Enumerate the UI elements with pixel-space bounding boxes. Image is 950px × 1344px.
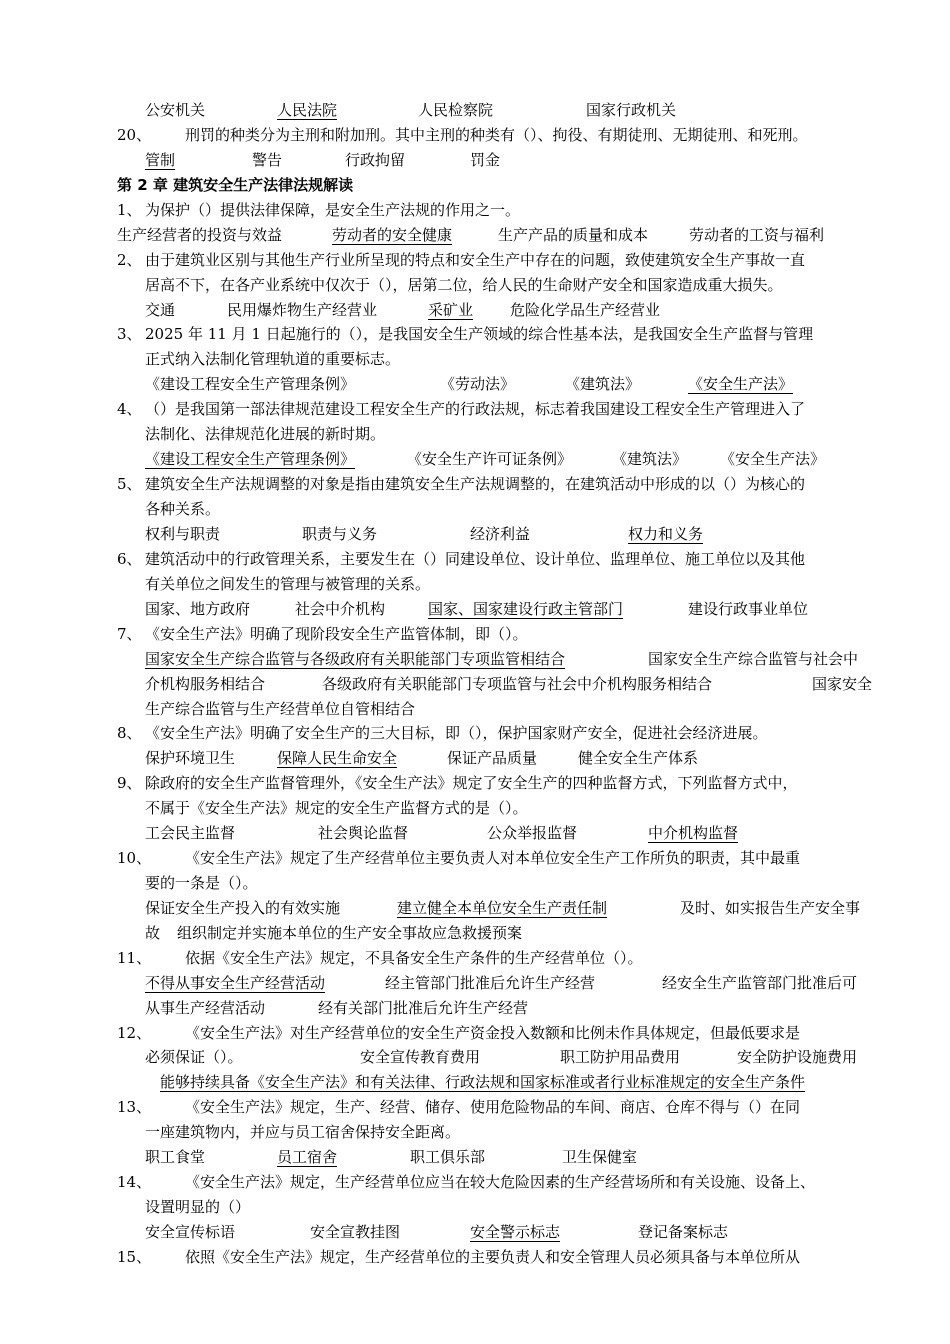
question-text-line-1: 建筑安全生产法规调整的对象是指由建筑安全生产法规调整的，在建筑活动中形成的以（）为核心的 xyxy=(145,475,806,493)
option-a: 工会民主监督 xyxy=(145,824,236,842)
question-text-line-2: 一座建筑物内，并应与员工宿舍保持安全距离。 xyxy=(145,1123,461,1141)
option-a-answer: 国家安全生产综合监管与各级政府有关职能部门专项监管相结合 xyxy=(145,650,566,668)
question-6 xyxy=(0,547,950,571)
option-c-answer: 采矿业 xyxy=(428,301,474,319)
option-c-answer: 安全警示标志 xyxy=(470,1223,561,1241)
question-text-line-2: 居高不下，在各产业系统中仅次于（），居第二位，给人民的生命财产安全和国家造成重大损失。 xyxy=(145,276,783,294)
question-20 xyxy=(0,123,950,147)
question-number: 2、 xyxy=(117,251,142,269)
option-c-answer: 国家、国家建设行政主管部门 xyxy=(428,600,624,618)
option-d-answer-text: 能够持续具备《安全生产法》和有关法律、行政法规和国家标准或者行业标准规定的安全生产条件 xyxy=(160,1073,806,1091)
option-d: 《安全生产法》 xyxy=(720,450,826,468)
question-12-line-2 xyxy=(0,1045,950,1069)
question-5-options xyxy=(0,522,950,546)
question-13 xyxy=(0,1095,950,1119)
question-14-options xyxy=(0,1220,950,1244)
option-a: 保护环境卫生 xyxy=(145,749,236,767)
question-2 xyxy=(0,248,950,272)
question-number: 5、 xyxy=(117,475,142,493)
option-a: 安全宣传标语 xyxy=(145,1223,236,1241)
option-d-continued: 生产综合监管与生产经营单位自管相结合 xyxy=(145,700,416,718)
question-text-line-1: 除政府的安全生产监督管理外，《安全生产法》规定了安全生产的四种监督方式，下列监督方式中， xyxy=(145,774,798,792)
question-10 xyxy=(0,846,950,870)
question-15 xyxy=(0,1245,950,1269)
option-d: 组织制定并实施本单位的生产安全事故应急救援预案 xyxy=(177,924,523,942)
option-c: 经安全生产监管部门批准后可 xyxy=(662,974,858,992)
question-number: 4、 xyxy=(117,400,142,418)
option-c-continued: 从事生产经营活动 xyxy=(145,999,266,1017)
question-number: 13、 xyxy=(117,1098,152,1116)
option-b-answer: 员工宿舍 xyxy=(277,1148,338,1166)
option-b-answer: 建立健全本单位安全生产责任制 xyxy=(397,899,608,917)
question-5 xyxy=(0,472,950,496)
question-number: 11、 xyxy=(117,949,152,967)
option-b: 社会舆论监督 xyxy=(318,824,409,842)
option-a-answer: 不得从事安全生产经营活动 xyxy=(145,974,326,992)
question-20-options xyxy=(0,148,950,172)
option-a: 国家、地方政府 xyxy=(145,600,251,618)
chapter-heading: 第 2 章 建筑安全生产法律法规解读 xyxy=(117,176,354,194)
option-c: 公众举报监督 xyxy=(487,824,578,842)
option-d-answer: 《安全生产法》 xyxy=(688,375,794,393)
question-text-line-2: 要的一条是（）。 xyxy=(145,874,258,892)
question-number: 12、 xyxy=(117,1024,152,1042)
option-a: 交通 xyxy=(145,301,176,319)
question-2-options xyxy=(0,298,950,322)
option-b-answer: 保障人民生命安全 xyxy=(277,749,398,767)
option-a: 公安机关 xyxy=(145,101,206,119)
question-10-options-row-1 xyxy=(0,896,950,920)
option-d-answer: 权力和义务 xyxy=(628,525,704,543)
question-text-line-2: 必须保证（）。 xyxy=(145,1048,243,1066)
question-11-options-row-2 xyxy=(0,996,950,1020)
question-11 xyxy=(0,946,950,970)
question-text: 《安全生产法》明确了现阶段安全生产监管体制，即（）。 xyxy=(145,625,528,643)
option-a-answer: 《建设工程安全生产管理条例》 xyxy=(145,450,356,468)
question-3-options xyxy=(0,372,950,396)
option-c-continued: 故 xyxy=(145,924,161,942)
option-b: 社会中介机构 xyxy=(295,600,386,618)
question-text-line-2: 不属于《安全生产法》规定的安全生产监督方式的是（）。 xyxy=(145,799,528,817)
question-13-options xyxy=(0,1145,950,1169)
question-number: 3、 xyxy=(117,325,142,343)
option-c: 职工俱乐部 xyxy=(410,1148,486,1166)
question-11-options-row-1 xyxy=(0,971,950,995)
question-number: 10、 xyxy=(117,849,152,867)
option-b: 安全宣教挂图 xyxy=(310,1223,401,1241)
question-text-line-1: 《安全生产法》规定了生产经营单位主要负责人对本单位安全生产工作所负的职责，其中最重 xyxy=(185,849,801,867)
option-d-answer xyxy=(160,1070,805,1094)
option-a: 保证安全生产投入的有效实施 xyxy=(145,899,341,917)
option-d: 健全安全生产体系 xyxy=(578,749,699,767)
question-number: 14、 xyxy=(117,1173,152,1191)
question-text: 为保护（）提供法律保障，是安全生产法规的作用之一。 xyxy=(145,201,521,219)
option-d: 劳动者的工资与福利 xyxy=(689,226,825,244)
question-1-options xyxy=(0,223,950,247)
question-text-line-1: 《安全生产法》对生产经营单位的安全生产资金投入数额和比例未作具体规定，但最低要求是 xyxy=(185,1024,801,1042)
question-4-options xyxy=(0,447,950,471)
question-text-line-2: 各种关系。 xyxy=(145,500,221,518)
question-1 xyxy=(0,198,950,222)
question-text: 刑罚的种类分为主刑和附加刑。其中主刑的种类有（）、拘役、有期徒刑、无期徒刑、和死刑。 xyxy=(185,126,808,144)
option-c: 行政拘留 xyxy=(345,151,406,169)
question-text-line-2: 有关单位之间发生的管理与被管理的关系。 xyxy=(145,575,431,593)
question-text-line-2: 法制化、法律规范化进展的新时期。 xyxy=(145,425,386,443)
option-d: 国家安全 xyxy=(812,675,873,693)
question-3 xyxy=(0,322,950,346)
question-7-options-row-1 xyxy=(0,647,950,671)
question-text: 依据《安全生产法》规定，不具备安全生产条件的生产经营单位（）。 xyxy=(185,949,643,967)
option-a: 生产经营者的投资与效益 xyxy=(117,226,283,244)
option-b-continued: 介机构服务相结合 xyxy=(145,675,266,693)
question-text-line-1: 2025 年 11 月 1 日起施行的（），是我国安全生产领域的综合性基本法，是我国安全生产监督与管理 xyxy=(145,325,814,343)
question-text-line-1: 建筑活动中的行政管理关系，主要发生在（）同建设单位、设计单位、监理单位、施工单位以及其他 xyxy=(145,550,806,568)
option-b: 民用爆炸物生产经营业 xyxy=(227,301,378,319)
option-d: 罚金 xyxy=(470,151,501,169)
option-c: 《建筑法》 xyxy=(612,450,688,468)
question-7 xyxy=(0,622,950,646)
option-b: 职责与义务 xyxy=(302,525,378,543)
option-a: 职工食堂 xyxy=(145,1148,206,1166)
option-b: 职工防护用品费用 xyxy=(560,1048,681,1066)
option-c: 《建筑法》 xyxy=(565,375,641,393)
question-12 xyxy=(0,1021,950,1045)
option-d: 登记备案标志 xyxy=(638,1223,729,1241)
question-8-options xyxy=(0,746,950,770)
question-19-options xyxy=(0,98,950,122)
question-9-options xyxy=(0,821,950,845)
option-d: 建设行政事业单位 xyxy=(688,600,809,618)
question-number: 20、 xyxy=(117,126,152,144)
option-c: 人民检察院 xyxy=(418,101,494,119)
option-d: 国家行政机关 xyxy=(586,101,677,119)
option-c: 各级政府有关职能部门专项监管与社会中介机构服务相结合 xyxy=(322,675,713,693)
option-a: 权利与职责 xyxy=(145,525,221,543)
option-a: 《建设工程安全生产管理条例》 xyxy=(145,375,356,393)
question-text-line-1: 《安全生产法》规定，生产经营单位应当在较大危险因素的生产经营场所和有关设施、设备上、 xyxy=(185,1173,816,1191)
question-text-line-2: 设置明显的（） xyxy=(145,1198,251,1216)
question-8 xyxy=(0,721,950,745)
question-number: 1、 xyxy=(117,201,142,219)
question-number: 9、 xyxy=(117,774,142,792)
option-c: 及时、如实报告生产安全事 xyxy=(680,899,861,917)
question-text-line-2: 正式纳入法制化管理轨道的重要标志。 xyxy=(145,350,401,368)
question-text-line-1: 《安全生产法》规定，生产、经营、储存、使用危险物品的车间、商店、仓库不得与（）在同 xyxy=(185,1098,801,1116)
question-number: 7、 xyxy=(117,625,142,643)
option-c: 生产产品的质量和成本 xyxy=(498,226,649,244)
question-10-options-row-2 xyxy=(0,921,950,945)
option-b-answer: 人民法院 xyxy=(277,101,338,119)
option-d: 经有关部门批准后允许生产经营 xyxy=(318,999,529,1017)
option-b: 《劳动法》 xyxy=(440,375,516,393)
option-a: 安全宣传教育费用 xyxy=(360,1048,481,1066)
question-4 xyxy=(0,397,950,421)
option-c: 保证产品质量 xyxy=(447,749,538,767)
option-b: 《安全生产许可证条例》 xyxy=(407,450,573,468)
option-c: 经济利益 xyxy=(470,525,531,543)
question-14 xyxy=(0,1170,950,1194)
option-a-answer: 管制 xyxy=(145,151,176,169)
option-d: 卫生保健室 xyxy=(562,1148,638,1166)
question-7-options-row-2 xyxy=(0,672,950,696)
option-b: 警告 xyxy=(252,151,283,169)
option-b-answer: 劳动者的安全健康 xyxy=(332,226,453,244)
question-number: 6、 xyxy=(117,550,142,568)
question-number: 15、 xyxy=(117,1248,152,1266)
option-c: 安全防护设施费用 xyxy=(737,1048,858,1066)
option-b: 经主管部门批准后允许生产经营 xyxy=(385,974,596,992)
option-d: 危险化学品生产经营业 xyxy=(510,301,661,319)
question-9 xyxy=(0,771,950,795)
question-number: 8、 xyxy=(117,724,142,742)
option-d-answer: 中介机构监督 xyxy=(648,824,739,842)
option-b: 国家安全生产综合监管与社会中 xyxy=(648,650,859,668)
question-text-line-1: 由于建筑业区别与其他生产行业所呈现的特点和安全生产中存在的问题，致使建筑安全生产事故一直 xyxy=(145,251,806,269)
question-6-options xyxy=(0,597,950,621)
question-text: 依照《安全生产法》规定，生产经营单位的主要负责人和安全管理人员必须具备与本单位所从 xyxy=(185,1248,801,1266)
question-text: 《安全生产法》明确了安全生产的三大目标，即（），保护国家财产安全，促进社会经济进展。 xyxy=(145,724,768,742)
question-text-line-1: （）是我国第一部法律规范建设工程安全生产的行政法规，标志着我国建设工程安全生产管理进入了 xyxy=(145,400,806,418)
